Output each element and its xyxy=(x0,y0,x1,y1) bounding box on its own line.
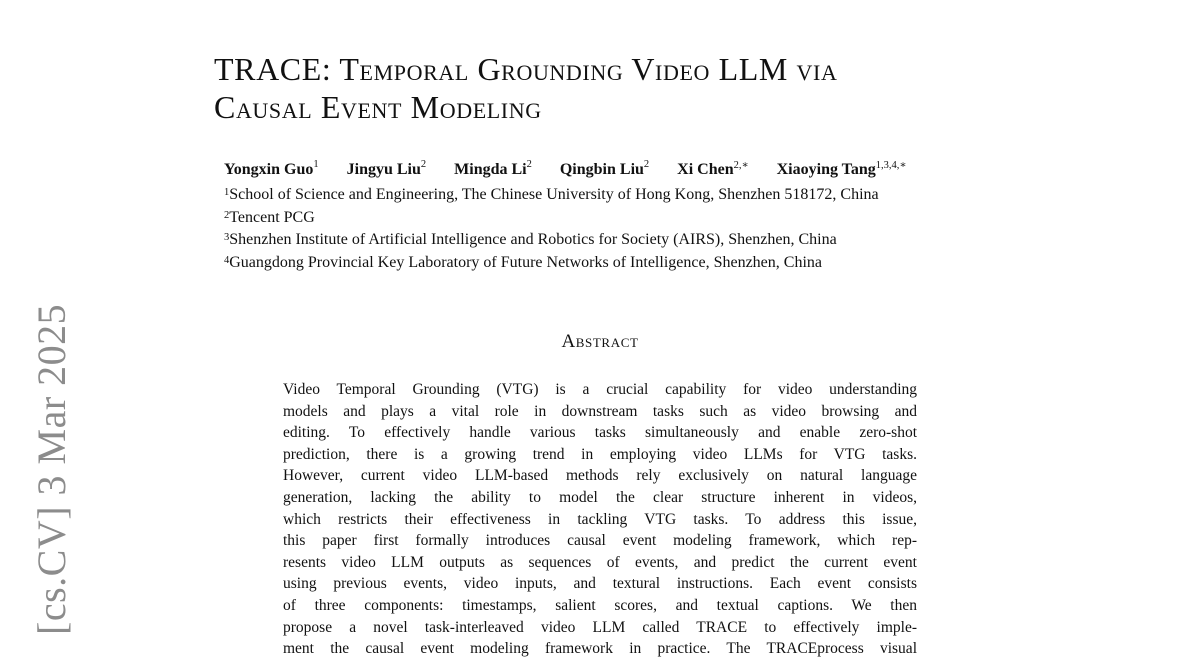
author-affiliation-marker: 2 xyxy=(420,159,427,170)
affiliation-marker: 3 xyxy=(224,232,230,243)
author xyxy=(347,161,427,179)
author-name: Jingyu Liu xyxy=(346,161,421,178)
author xyxy=(677,161,748,179)
title-line-2: Causal Event Modeling xyxy=(214,89,542,125)
author xyxy=(224,161,319,179)
abstract-body xyxy=(283,379,917,658)
abstract-line: using previous events, video inputs, and textural instructions. Each event consists xyxy=(283,575,917,593)
abstract-line: models and plays a vital role in downstream tasks such as video browsing and xyxy=(283,402,917,420)
author-name: Xi Chen xyxy=(677,161,734,178)
arxiv-side-stamp: [cs.CV] 3 Mar 2025 xyxy=(29,303,74,635)
author-affiliation-marker: 2,∗ xyxy=(733,160,749,171)
author xyxy=(560,161,649,179)
affiliation-marker: 2 xyxy=(224,209,230,221)
abstract-line: propose a novel task-interleaved video LLM called TRACE to effectively imple- xyxy=(283,618,917,636)
author-name: Mingda Li xyxy=(454,161,527,178)
author-list xyxy=(224,161,1184,179)
author-name: Yongxin Guo xyxy=(224,161,314,178)
abstract-line: resents video LLM outputs as sequences of events, and predict the current event xyxy=(283,553,917,571)
affiliation-text: Shenzhen Institute of Artificial Intelligence and Robotics for Society (AIRS), Shenzhen, China xyxy=(229,231,837,248)
affiliation xyxy=(224,252,1184,275)
abstract-heading: Abstract xyxy=(561,331,639,352)
author-affiliation-marker: 1 xyxy=(313,159,319,170)
affiliation-marker: 1 xyxy=(224,187,230,198)
affiliation xyxy=(224,229,1184,252)
affiliation xyxy=(224,207,1184,230)
affiliation-text: Tencent PCG xyxy=(229,208,315,226)
affiliation-text: School of Science and Engineering, The Chinese University of Hong Kong, Shenzhen 518172, China xyxy=(229,186,879,203)
abstract-line: editing. To effectively handle various tasks simultaneously and enable zero-shot xyxy=(283,424,917,442)
author-name: Xiaoying Tang xyxy=(776,161,876,178)
abstract-line: generation, lacking the ability to model the clear structure inherent in videos, xyxy=(283,488,917,506)
abstract-line: which restricts their effectiveness in tackling VTG tasks. To address this issue, xyxy=(283,510,917,528)
author-affiliation-marker: 2 xyxy=(643,159,650,170)
affiliation-marker: 4 xyxy=(224,254,230,266)
author xyxy=(777,161,907,179)
affiliation-list xyxy=(224,184,1184,274)
abstract-line: of three components: timestamps, salient scores, and textual captions. We then xyxy=(283,596,917,614)
author xyxy=(454,161,532,179)
affiliation-text: Guangdong Provincial Key Laboratory of Future Networks of Intelligence, Shenzhen, China xyxy=(229,253,822,271)
abstract-line: prediction, there is a growing trend in employing video LLMs for VTG tasks. xyxy=(283,445,917,463)
abstract-line: However, current video LLM-based methods rely exclusively on natural language xyxy=(283,467,917,485)
affiliation xyxy=(224,184,1184,207)
abstract-line: this paper first formally introduces causal event modeling framework, which rep- xyxy=(283,532,917,550)
author-affiliation-marker: 1,3,4,∗ xyxy=(875,160,907,171)
author-name: Qingbin Liu xyxy=(559,161,644,178)
author-affiliation-marker: 2 xyxy=(526,159,532,170)
abstract-line: Video Temporal Grounding (VTG) is a crucial capability for video understanding xyxy=(283,381,917,398)
abstract-line: ment the causal event modeling framework in practice. The TRACEprocess visual xyxy=(283,640,917,658)
title-line-1: TRACE: Temporal Grounding Video LLM via xyxy=(214,51,838,87)
paper-title xyxy=(214,50,1114,126)
